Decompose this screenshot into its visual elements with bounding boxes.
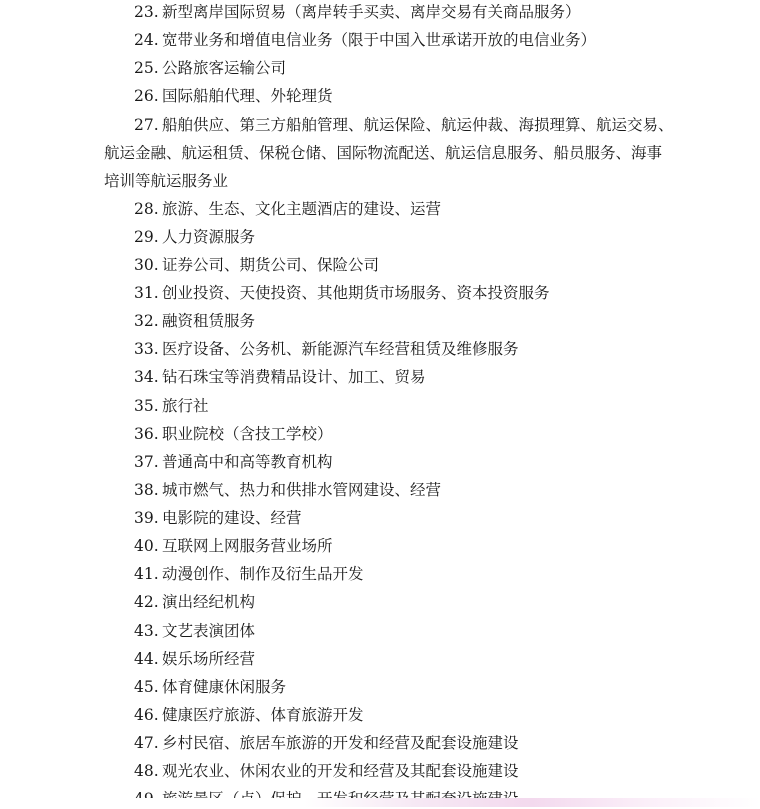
item-number: 24. (134, 31, 159, 49)
item-text: 互联网上网服务营业场所 (162, 537, 333, 555)
item-text: 观光农业、休闲农业的开发和经营及其配套设施建设 (162, 762, 519, 780)
item-text-continuation: 航运金融、航运租赁、保税仓储、国际物流配送、航运信息服务、船员服务、海事 (104, 144, 663, 162)
page-bottom-edge (0, 798, 760, 807)
item-text: 证券公司、期货公司、保险公司 (162, 256, 380, 274)
item-number: 43. (134, 622, 159, 640)
item-number: 37. (134, 453, 159, 471)
item-text: 公路旅客运输公司 (162, 59, 287, 77)
item-text: 职业院校（含技工学校） (162, 425, 333, 443)
item-number: 23. (134, 3, 159, 21)
item-text: 人力资源服务 (162, 228, 256, 246)
item-number: 39. (134, 509, 159, 527)
item-number: 38. (134, 481, 159, 499)
item-text: 文艺表演团体 (162, 622, 256, 640)
item-number: 35. (134, 397, 159, 415)
item-text: 普通高中和高等教育机构 (162, 453, 333, 471)
item-text: 国际船舶代理、外轮理货 (162, 87, 333, 105)
item-number: 45. (134, 678, 159, 696)
item-text: 钻石珠宝等消费精品设计、加工、贸易 (162, 368, 426, 386)
item-number: 34. (134, 368, 159, 386)
item-number: 25. (134, 59, 159, 77)
item-text: 船舶供应、第三方船舶管理、航运保险、航运仲裁、海损理算、航运交易、 (162, 116, 674, 134)
item-text: 娱乐场所经营 (162, 650, 256, 668)
item-number: 36. (134, 425, 159, 443)
item-text: 融资租赁服务 (162, 312, 256, 330)
item-number: 27. (134, 116, 159, 134)
item-text: 体育健康休闲服务 (162, 678, 287, 696)
item-number: 31. (134, 284, 159, 302)
item-text: 健康医疗旅游、体育旅游开发 (162, 706, 364, 724)
item-number: 28. (134, 200, 159, 218)
item-number: 41. (134, 565, 159, 583)
item-number: 44. (134, 650, 159, 668)
item-number: 46. (134, 706, 159, 724)
item-text: 演出经纪机构 (162, 593, 256, 611)
item-number: 32. (134, 312, 159, 330)
item-text: 创业投资、天使投资、其他期货市场服务、资本投资服务 (162, 284, 550, 302)
item-number: 33. (134, 340, 159, 358)
item-text: 医疗设备、公务机、新能源汽车经营租赁及维修服务 (162, 340, 519, 358)
item-number: 26. (134, 87, 159, 105)
item-number: 30. (134, 256, 159, 274)
item-number: 40. (134, 537, 159, 555)
item-text: 电影院的建设、经营 (162, 509, 302, 527)
item-text: 城市燃气、热力和供排水管网建设、经营 (162, 481, 442, 499)
item-number: 48. (134, 762, 159, 780)
item-number: 29. (134, 228, 159, 246)
item-text: 新型离岸国际贸易（离岸转手买卖、离岸交易有关商品服务） (162, 3, 581, 21)
item-text: 旅游、生态、文化主题酒店的建设、运营 (162, 200, 442, 218)
item-number: 42. (134, 593, 159, 611)
item-text: 动漫创作、制作及衍生品开发 (162, 565, 364, 583)
item-text: 乡村民宿、旅居车旅游的开发和经营及配套设施建设 (162, 734, 519, 752)
item-text-continuation: 培训等航运服务业 (104, 172, 229, 190)
item-number: 47. (134, 734, 159, 752)
item-text: 宽带业务和增值电信业务（限于中国入世承诺开放的电信业务） (162, 31, 597, 49)
item-text: 旅行社 (162, 397, 209, 415)
